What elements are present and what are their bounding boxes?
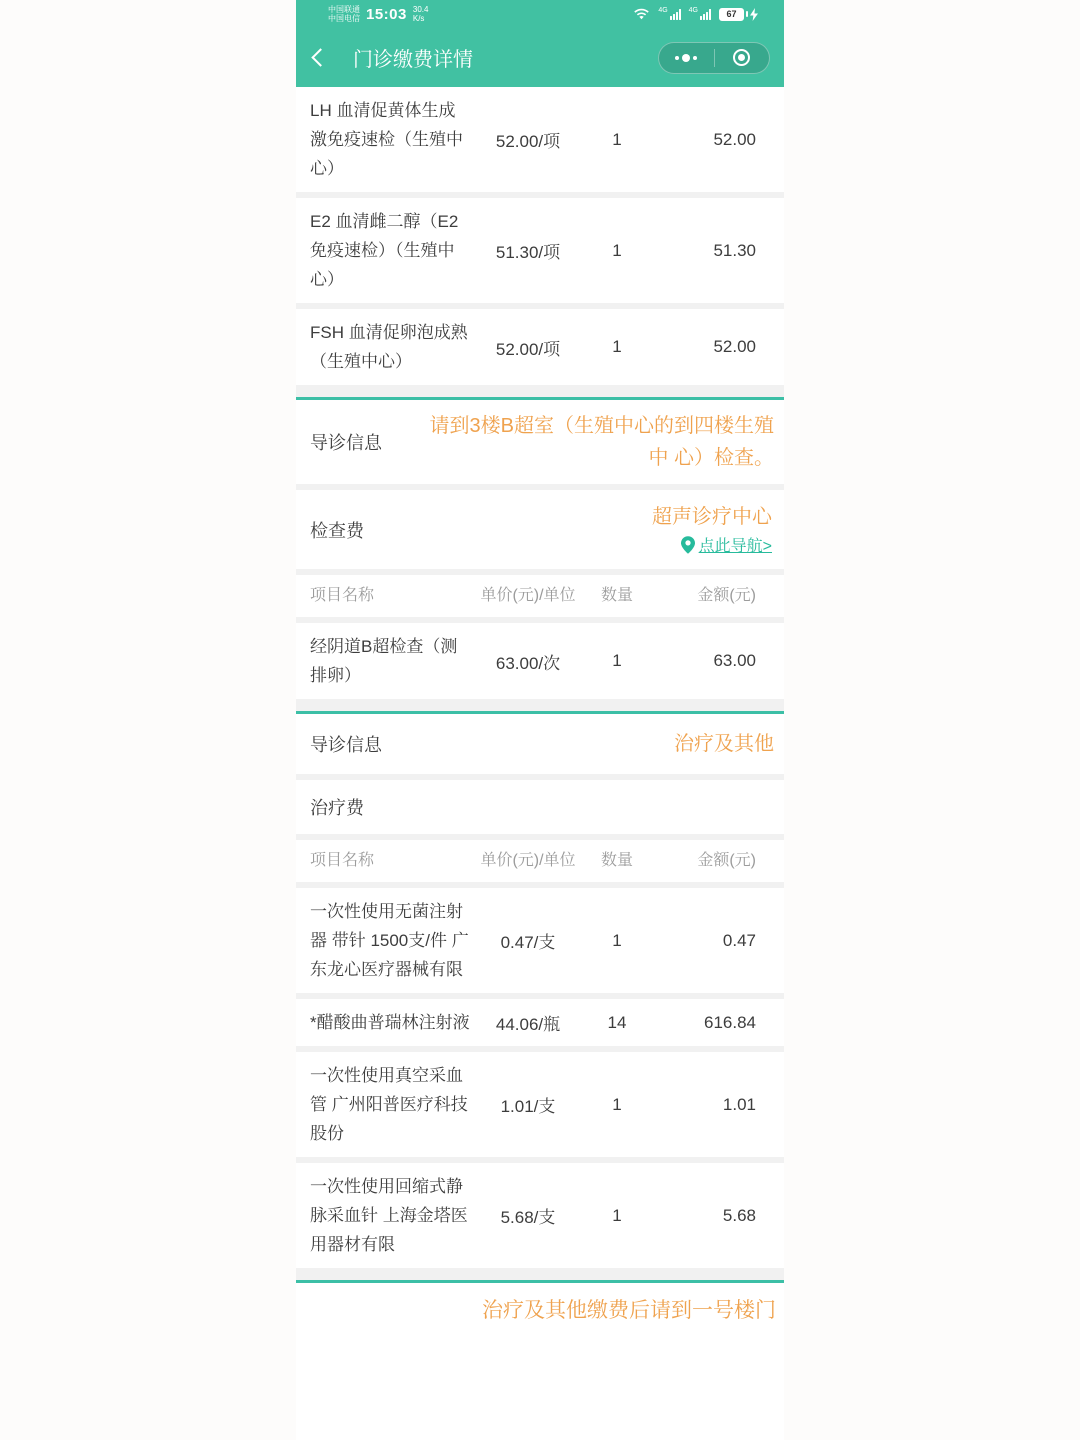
item-amount: 616.84	[704, 1012, 756, 1032]
carrier-top: 中国联通	[328, 5, 360, 14]
col-price: 单价(元)/单位	[480, 852, 576, 869]
item-amount: 52.00	[713, 129, 756, 149]
item-qty: 14	[607, 1012, 627, 1032]
status-left	[328, 5, 428, 23]
col-name: 项目名称	[310, 852, 375, 869]
guide-info-row	[296, 714, 784, 774]
carrier-label	[328, 5, 360, 23]
capsule-target-icon[interactable]	[715, 49, 770, 66]
navigate-row	[652, 533, 772, 556]
table-row	[296, 1163, 784, 1268]
table-row	[296, 198, 784, 303]
table-header	[296, 840, 784, 882]
clock: 15:03	[366, 5, 407, 23]
item-amount: 0.47	[722, 930, 756, 950]
network-badge-2: 4G	[688, 6, 698, 14]
table-row	[296, 309, 784, 385]
item-amount: 5.68	[722, 1205, 756, 1225]
item-name: *醋酸曲普瑞林注射液	[310, 1013, 470, 1032]
col-qty: 数量	[600, 587, 633, 604]
table-row	[296, 87, 784, 192]
exam-location: 超声诊疗中心	[652, 506, 772, 528]
table-row	[296, 999, 784, 1046]
item-amount: 1.01	[722, 1094, 756, 1114]
exam-fee-right	[652, 503, 772, 556]
charging-bolt-icon	[750, 8, 758, 21]
item-qty: 1	[612, 240, 622, 260]
item-name: 经阴道B超检查（测排卵）	[310, 637, 458, 685]
table-row	[296, 623, 784, 699]
item-price: 5.68/支	[500, 1208, 556, 1227]
guide-info-text: 请到3楼B超室（生殖中心的到四楼生殖中 心）检查。	[429, 415, 774, 469]
more-dots-icon[interactable]	[659, 54, 714, 62]
item-name: LH 血清促黄体生成激免疫速检（生殖中心）	[310, 101, 463, 178]
status-right	[633, 8, 758, 21]
item-name: FSH 血清促卵泡成熟（生殖中心）	[310, 323, 468, 371]
item-amount: 51.30	[713, 240, 756, 260]
item-name: 一次性使用无菌注射器 带针 1500支/件 广东龙心医疗器械有限	[310, 902, 469, 979]
battery-nub	[746, 11, 748, 17]
exam-fee-label: 检查费	[310, 520, 364, 541]
item-qty: 1	[612, 651, 622, 670]
item-price: 1.01/支	[500, 1097, 556, 1116]
item-qty: 1	[612, 337, 622, 356]
item-price: 51.30/项	[495, 243, 561, 262]
col-qty: 数量	[600, 852, 633, 869]
signal-bars-icon-2	[700, 9, 711, 20]
item-price: 52.00/项	[495, 339, 561, 359]
section-gap	[296, 385, 784, 397]
guide-info-row	[296, 400, 784, 484]
app-screen	[296, 0, 784, 1440]
miniprogram-capsule	[658, 42, 770, 74]
signal-bars-icon	[670, 9, 681, 20]
treatment-fee-label: 治疗费	[310, 798, 364, 818]
carrier-bottom: 中国电信	[328, 14, 360, 23]
item-amount: 52.00	[713, 337, 756, 356]
item-price: 0.47/支	[500, 933, 556, 952]
col-amount: 金额(元)	[697, 587, 756, 604]
guide-info-label: 导诊信息	[310, 433, 382, 453]
item-name: E2 血清雌二醇（E2免疫速检）（生殖中心）	[310, 212, 459, 289]
guide-info-label: 导诊信息	[310, 735, 382, 755]
col-name: 项目名称	[310, 587, 375, 604]
network-badge: 4G	[658, 6, 668, 14]
item-qty: 1	[612, 930, 622, 950]
footer-guide-note: 治疗及其他缴费后请到一号楼门	[482, 1299, 776, 1322]
network-speed	[413, 5, 429, 23]
wifi-icon	[633, 8, 650, 21]
item-qty: 1	[612, 1094, 622, 1114]
section-gap	[296, 699, 784, 711]
signal-icon	[658, 6, 680, 20]
item-qty: 1	[612, 1205, 622, 1225]
signal-icon-2	[688, 6, 711, 20]
location-pin-icon	[681, 536, 695, 554]
speed-value: 30.4	[412, 5, 429, 14]
item-price: 52.00/项	[495, 132, 561, 151]
exam-fee-row	[296, 490, 784, 569]
item-price: 44.06/瓶	[495, 1015, 561, 1034]
navigate-link[interactable]: 点此导航>	[698, 538, 772, 555]
status-bar	[296, 0, 784, 28]
battery-icon	[719, 8, 758, 21]
item-qty: 1	[612, 129, 622, 149]
item-name: 一次性使用真空采血管 广州阳普医疗科技股份	[310, 1066, 468, 1143]
guide-info-text: 治疗及其他	[674, 733, 774, 755]
table-row	[296, 1052, 784, 1157]
section-gap	[296, 1268, 784, 1280]
page-title: 门诊缴费详情	[353, 49, 473, 71]
item-amount: 63.00	[713, 651, 756, 670]
item-price: 63.00/次	[495, 653, 561, 673]
back-icon[interactable]	[311, 48, 329, 66]
col-amount: 金额(元)	[697, 852, 756, 869]
nav-bar	[296, 28, 784, 87]
speed-unit: K/s	[412, 14, 425, 23]
item-name: 一次性使用回缩式静脉采血针 上海金塔医用器材有限	[310, 1177, 468, 1254]
battery-level: 67	[719, 8, 744, 21]
col-price: 单价(元)/单位	[480, 587, 576, 604]
table-row	[296, 888, 784, 993]
table-header	[296, 575, 784, 617]
